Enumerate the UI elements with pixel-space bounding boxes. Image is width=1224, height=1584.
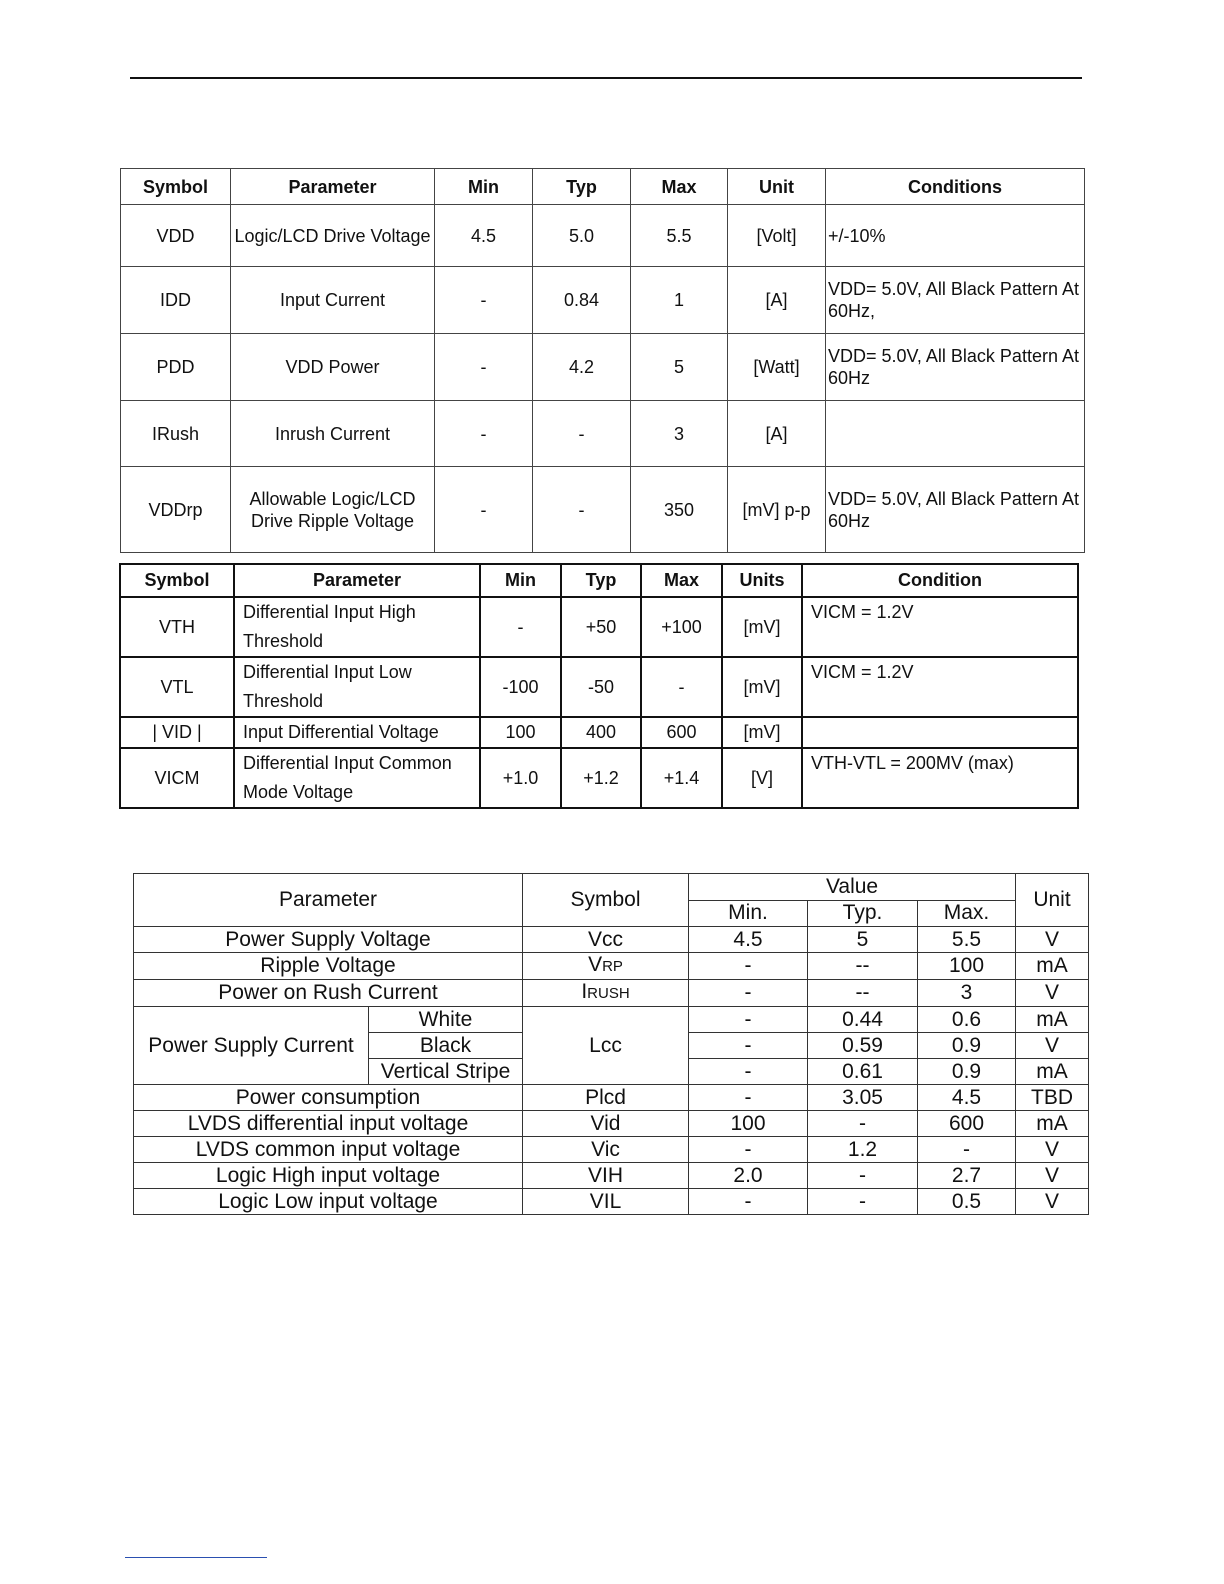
typ-cell: - bbox=[533, 401, 631, 467]
table-row bbox=[121, 401, 1085, 467]
min-cell: -100 bbox=[480, 657, 561, 717]
condition-cell: VTH-VTL = 200MV (max) bbox=[802, 748, 1078, 808]
column-header: Symbol bbox=[120, 564, 234, 597]
symbol-cell: Vic bbox=[523, 1137, 689, 1163]
unit-cell: [Volt] bbox=[728, 205, 826, 267]
unit-cell: [V] bbox=[722, 748, 802, 808]
parameter-cell: Power Supply Voltage bbox=[134, 927, 523, 953]
min-cell: - bbox=[689, 1007, 808, 1033]
footnote-rule bbox=[125, 1557, 267, 1558]
unit-cell: [A] bbox=[728, 267, 826, 334]
typ-cell: -- bbox=[808, 953, 918, 980]
unit-cell: mA bbox=[1016, 953, 1089, 980]
symbol-cell: VDD bbox=[121, 205, 231, 267]
column-header: Parameter bbox=[234, 564, 480, 597]
table-row bbox=[120, 748, 1078, 808]
min-cell: - bbox=[435, 334, 533, 401]
column-header: Typ bbox=[561, 564, 641, 597]
column-header: Condition bbox=[802, 564, 1078, 597]
typ-cell: 400 bbox=[561, 717, 641, 748]
max-cell: 5.5 bbox=[918, 927, 1016, 953]
column-header: Units bbox=[722, 564, 802, 597]
unit-cell: mA bbox=[1016, 1007, 1089, 1033]
condition-cell bbox=[802, 717, 1078, 748]
min-cell: - bbox=[689, 1085, 808, 1111]
unit-cell: mA bbox=[1016, 1059, 1089, 1085]
unit-cell: mA bbox=[1016, 1111, 1089, 1137]
parameter-cell: Ripple Voltage bbox=[134, 953, 523, 980]
column-header: Symbol bbox=[121, 169, 231, 205]
column-header: Symbol bbox=[523, 874, 689, 927]
conditions-cell: VDD= 5.0V, All Black Pattern At 60Hz, bbox=[826, 267, 1085, 334]
column-header: Conditions bbox=[826, 169, 1085, 205]
column-header: Value bbox=[689, 874, 1016, 901]
pattern-cell: Black bbox=[369, 1033, 523, 1059]
max-cell: 1 bbox=[631, 267, 728, 334]
typ-cell: 0.61 bbox=[808, 1059, 918, 1085]
symbol-main: V bbox=[588, 953, 603, 976]
min-cell: 100 bbox=[480, 717, 561, 748]
typ-cell: - bbox=[808, 1189, 918, 1215]
typ-cell: - bbox=[808, 1163, 918, 1189]
unit-cell: V bbox=[1016, 927, 1089, 953]
unit-cell: TBD bbox=[1016, 1085, 1089, 1111]
symbol-cell: | VID | bbox=[120, 717, 234, 748]
max-cell: +100 bbox=[641, 597, 722, 657]
symbol-cell: Vid bbox=[523, 1111, 689, 1137]
max-cell: 5 bbox=[631, 334, 728, 401]
electrical-characteristics-table bbox=[133, 873, 1089, 1215]
symbol-cell: VTL bbox=[120, 657, 234, 717]
column-header: Min bbox=[480, 564, 561, 597]
unit-cell: [mV] p-p bbox=[728, 467, 826, 553]
min-cell: 4.5 bbox=[689, 927, 808, 953]
max-cell: - bbox=[918, 1137, 1016, 1163]
unit-cell: [mV] bbox=[722, 597, 802, 657]
column-header: Max bbox=[641, 564, 722, 597]
conditions-cell: VDD= 5.0V, All Black Pattern At 60Hz bbox=[826, 334, 1085, 401]
column-header: Unit bbox=[1016, 874, 1089, 927]
max-cell: 0.6 bbox=[918, 1007, 1016, 1033]
parameter-cell: Input Differential Voltage bbox=[234, 717, 480, 748]
symbol-cell: VDDrp bbox=[121, 467, 231, 553]
power-spec-table bbox=[120, 168, 1085, 553]
parameter-cell: Differential Input Common Mode Voltage bbox=[234, 748, 480, 808]
symbol-subscript: RUSH bbox=[587, 985, 630, 1002]
max-cell: 3 bbox=[918, 980, 1016, 1007]
min-cell: - bbox=[689, 980, 808, 1007]
parameter-cell: Power Supply Current bbox=[134, 1007, 369, 1085]
table-row bbox=[134, 1007, 1089, 1033]
table-header-row bbox=[134, 874, 1089, 901]
unit-cell: [Watt] bbox=[728, 334, 826, 401]
column-header: Min. bbox=[689, 900, 808, 927]
symbol-main: I bbox=[581, 980, 588, 1003]
max-cell: 4.5 bbox=[918, 1085, 1016, 1111]
typ-cell: 5 bbox=[808, 927, 918, 953]
table-row bbox=[134, 1111, 1089, 1137]
typ-cell: 0.44 bbox=[808, 1007, 918, 1033]
symbol-cell bbox=[523, 953, 689, 980]
max-cell: - bbox=[641, 657, 722, 717]
min-cell: - bbox=[689, 953, 808, 980]
unit-cell: [mV] bbox=[722, 657, 802, 717]
unit-cell: V bbox=[1016, 1189, 1089, 1215]
typ-cell: 1.2 bbox=[808, 1137, 918, 1163]
table-row bbox=[120, 597, 1078, 657]
max-cell: +1.4 bbox=[641, 748, 722, 808]
symbol-cell: VIL bbox=[523, 1189, 689, 1215]
parameter-cell: Allowable Logic/LCD Drive Ripple Voltage bbox=[231, 467, 435, 553]
min-cell: 2.0 bbox=[689, 1163, 808, 1189]
max-cell: 3 bbox=[631, 401, 728, 467]
column-header: Min bbox=[435, 169, 533, 205]
unit-cell: V bbox=[1016, 1137, 1089, 1163]
column-header: Max. bbox=[918, 900, 1016, 927]
max-cell: 2.7 bbox=[918, 1163, 1016, 1189]
lvds-spec-table bbox=[119, 563, 1079, 809]
max-cell: 0.9 bbox=[918, 1033, 1016, 1059]
table-row bbox=[121, 205, 1085, 267]
parameter-cell: LVDS differential input voltage bbox=[134, 1111, 523, 1137]
symbol-cell: Vcc bbox=[523, 927, 689, 953]
parameter-cell: Power consumption bbox=[134, 1085, 523, 1111]
parameter-cell: Logic/LCD Drive Voltage bbox=[231, 205, 435, 267]
table-row bbox=[121, 467, 1085, 553]
table-row bbox=[121, 267, 1085, 334]
table-row bbox=[134, 980, 1089, 1007]
typ-cell: -50 bbox=[561, 657, 641, 717]
min-cell: 100 bbox=[689, 1111, 808, 1137]
column-header: Parameter bbox=[231, 169, 435, 205]
conditions-cell: VDD= 5.0V, All Black Pattern At 60Hz bbox=[826, 467, 1085, 553]
unit-cell: V bbox=[1016, 980, 1089, 1007]
min-cell: - bbox=[435, 401, 533, 467]
table-row bbox=[121, 334, 1085, 401]
condition-cell: VICM = 1.2V bbox=[802, 597, 1078, 657]
min-cell: - bbox=[480, 597, 561, 657]
typ-cell: 4.2 bbox=[533, 334, 631, 401]
column-header: Typ. bbox=[808, 900, 918, 927]
column-header: Parameter bbox=[134, 874, 523, 927]
symbol-cell: VTH bbox=[120, 597, 234, 657]
symbol-cell: Lcc bbox=[523, 1007, 689, 1085]
parameter-cell: Inrush Current bbox=[231, 401, 435, 467]
parameter-cell: Logic Low input voltage bbox=[134, 1189, 523, 1215]
column-header: Unit bbox=[728, 169, 826, 205]
typ-cell: +1.2 bbox=[561, 748, 641, 808]
typ-cell: 0.59 bbox=[808, 1033, 918, 1059]
table-row bbox=[134, 953, 1089, 980]
table-row bbox=[134, 1163, 1089, 1189]
min-cell: +1.0 bbox=[480, 748, 561, 808]
parameter-cell: Differential Input Low Threshold bbox=[234, 657, 480, 717]
min-cell: - bbox=[689, 1137, 808, 1163]
conditions-cell bbox=[826, 401, 1085, 467]
typ-cell: - bbox=[533, 467, 631, 553]
symbol-cell: IRush bbox=[121, 401, 231, 467]
table-header-row bbox=[121, 169, 1085, 205]
symbol-cell: Plcd bbox=[523, 1085, 689, 1111]
header-rule bbox=[130, 77, 1082, 79]
table-row bbox=[134, 927, 1089, 953]
pattern-cell: White bbox=[369, 1007, 523, 1033]
conditions-cell: +/-10% bbox=[826, 205, 1085, 267]
max-cell: 0.5 bbox=[918, 1189, 1016, 1215]
min-cell: - bbox=[689, 1033, 808, 1059]
condition-cell: VICM = 1.2V bbox=[802, 657, 1078, 717]
unit-cell: V bbox=[1016, 1033, 1089, 1059]
table-row bbox=[120, 717, 1078, 748]
typ-cell: 0.84 bbox=[533, 267, 631, 334]
min-cell: - bbox=[435, 267, 533, 334]
symbol-cell: VICM bbox=[120, 748, 234, 808]
table-header-row bbox=[120, 564, 1078, 597]
typ-cell: - bbox=[808, 1111, 918, 1137]
typ-cell: +50 bbox=[561, 597, 641, 657]
parameter-cell: Power on Rush Current bbox=[134, 980, 523, 1007]
unit-cell: [A] bbox=[728, 401, 826, 467]
max-cell: 5.5 bbox=[631, 205, 728, 267]
table-row bbox=[134, 1189, 1089, 1215]
parameter-cell: Logic High input voltage bbox=[134, 1163, 523, 1189]
symbol-cell: VIH bbox=[523, 1163, 689, 1189]
symbol-cell: IDD bbox=[121, 267, 231, 334]
symbol-cell: PDD bbox=[121, 334, 231, 401]
max-cell: 350 bbox=[631, 467, 728, 553]
min-cell: - bbox=[689, 1189, 808, 1215]
table-row bbox=[134, 1085, 1089, 1111]
column-header: Typ bbox=[533, 169, 631, 205]
unit-cell: [mV] bbox=[722, 717, 802, 748]
unit-cell: V bbox=[1016, 1163, 1089, 1189]
symbol-cell bbox=[523, 980, 689, 1007]
parameter-cell: Input Current bbox=[231, 267, 435, 334]
max-cell: 0.9 bbox=[918, 1059, 1016, 1085]
parameter-cell: LVDS common input voltage bbox=[134, 1137, 523, 1163]
typ-cell: 5.0 bbox=[533, 205, 631, 267]
table-row bbox=[120, 657, 1078, 717]
max-cell: 600 bbox=[918, 1111, 1016, 1137]
parameter-cell: Differential Input High Threshold bbox=[234, 597, 480, 657]
max-cell: 600 bbox=[641, 717, 722, 748]
typ-cell: -- bbox=[808, 980, 918, 1007]
min-cell: 4.5 bbox=[435, 205, 533, 267]
table-row bbox=[134, 1137, 1089, 1163]
pattern-cell: Vertical Stripe bbox=[369, 1059, 523, 1085]
parameter-cell: VDD Power bbox=[231, 334, 435, 401]
min-cell: - bbox=[435, 467, 533, 553]
typ-cell: 3.05 bbox=[808, 1085, 918, 1111]
column-header: Max bbox=[631, 169, 728, 205]
symbol-subscript: RP bbox=[602, 958, 623, 975]
max-cell: 100 bbox=[918, 953, 1016, 980]
min-cell: - bbox=[689, 1059, 808, 1085]
